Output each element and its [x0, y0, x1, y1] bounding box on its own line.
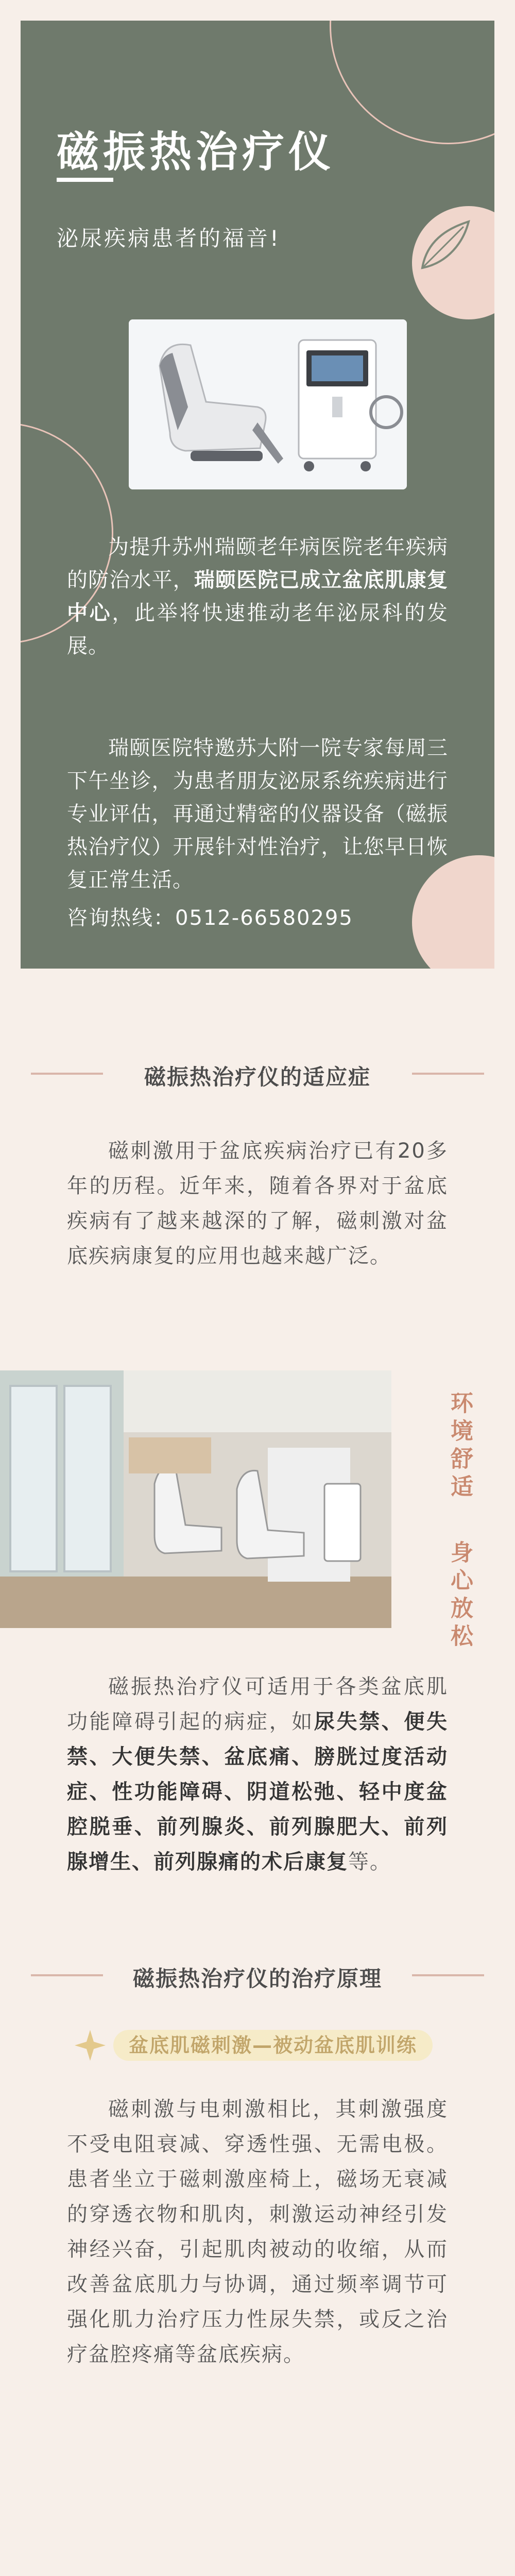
indications-intro-paragraph: 磁刺激用于盆底疾病治疗已有20多年的历程。近年来，随着各界对于盆底疾病有了越来越深的了解，磁刺激对盆底疾病康复的应用也越来越广泛。 [67, 1139, 448, 1268]
heading-line-right [412, 1073, 484, 1075]
photo-caption-comfort: 环境舒适 [447, 1391, 473, 1502]
page-title: 磁振热治疗仪 [57, 128, 335, 177]
indications-list-paragraph [67, 1669, 448, 1879]
heading-line-left [31, 1073, 103, 1075]
heading-line-left [31, 1974, 103, 1976]
page-subtitle: 泌尿疾病患者的福音! [57, 226, 281, 251]
pelvic-magnetic-paragraph: 磁刺激与电刺激相比，其刺激强度不受电阻衰减、穿透性强、无需电极。患者坐立于磁刺激座椅上，磁场无衰减的穿透衣物和肌肉，刺激运动神经引发神经兴奋，引起肌肉被动的收缩，从而改善盆底肌力与协调，通过频率调节可强化肌力治疗压力性尿失禁，或反之治疗盆腔疼痛等盆底疾病。 [67, 2097, 448, 2366]
indications-highlight: 尿失禁、便失禁、大便失禁、盆底痛、膀胱过度活动症、性功能障碍、阴道松弛、轻中度盆腔脱垂、前列腺炎、前列腺肥大、前列腺增生、前列腺痛的术后康复 [67, 1710, 448, 1874]
section-heading-text: 磁振热治疗仪的适应症 [144, 1064, 371, 1090]
therapy-device-illustration [129, 319, 407, 489]
product-image [129, 319, 407, 489]
hero-intro-paragraph [67, 531, 448, 663]
decor-ring-top-right [330, 21, 494, 144]
indications-text-b: 等。 [348, 1850, 391, 1874]
hotline-text[interactable]: 咨询热线：0512-66580295 [67, 906, 353, 930]
intro-text-a: 为提升苏州瑞颐老年病医院老年疾病的防治水平， [67, 535, 448, 592]
treatment-room-illustration [0, 1370, 391, 1628]
hero-section [0, 0, 515, 979]
hero-expert-paragraph: 瑞颐医院特邀苏大附一院专家每周三下午坐诊，为患者朋友泌尿系统疾病进行专业评估，再通过精密的仪器设备（磁振热治疗仪）开展针对性治疗，让您早日恢复正常生活。 [67, 736, 448, 892]
section-heading-indications [0, 1056, 515, 1092]
photo-caption-relax: 身心放松 [447, 1540, 473, 1652]
treatment-room-photo [0, 1370, 391, 1628]
subheading-pelvic-magnetic [72, 2025, 433, 2066]
section-heading-text: 磁振热治疗仪的治疗原理 [132, 1966, 382, 1991]
indications-text-a: 磁振热治疗仪可适用于各类盆底肌功能障碍引起的病症，如 [67, 1675, 448, 1734]
subheading-label: 盆底肌磁刺激—被动盆底肌训练 [113, 2030, 433, 2061]
title-underline [57, 178, 113, 182]
intro-text-b: ，此举将快速推动老年泌尿科的发展。 [67, 601, 448, 658]
sparkle-icon [72, 2027, 108, 2063]
leaf-icon [412, 216, 474, 278]
heading-line-right [412, 1974, 484, 1976]
intro-highlight: 瑞颐医院已成立盆底肌康复中心 [67, 568, 449, 625]
section-heading-principle [0, 1958, 515, 1994]
